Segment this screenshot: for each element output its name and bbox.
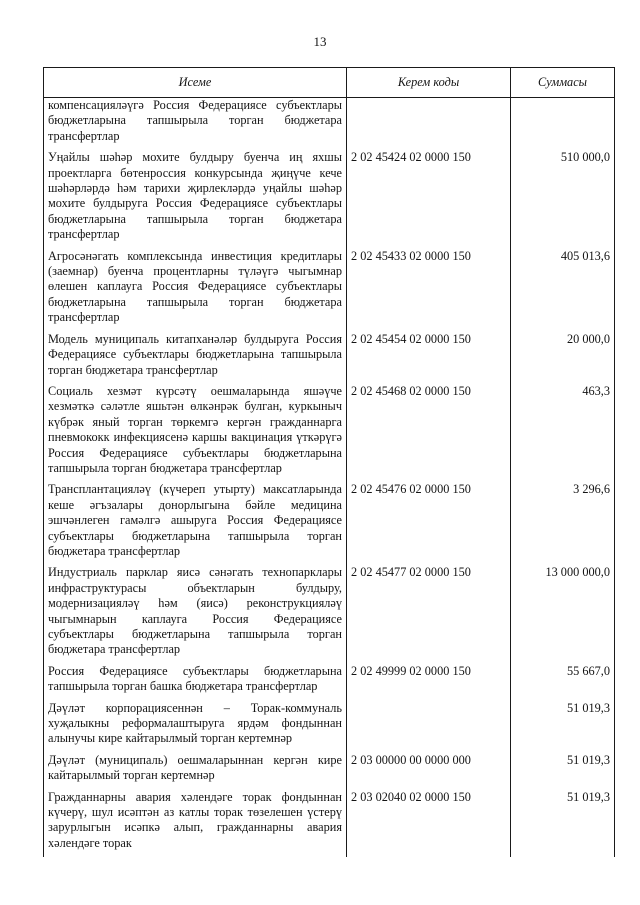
row-code [347,98,511,151]
row-name: Гражданнарны авария хәлендәге торак фондыннан күчерү, шул исәптән аз катлы торак төзелешен үстерү зарурлыгын исәпкә алып, гражданнарны авария хәлендәге торак [44,790,347,858]
row-sum: 405 013,6 [511,249,615,332]
row-name: Уңайлы шәһәр мохите булдыру буенча иң яхшы проектларга бөтенроссия конкурсында җиңүче кече шәһәрләрдә һәм тарихи җирлекләрдә уңайлы шәһәр мохите булдыруга Россия Федерациясе субъектлары бюджетларына тапшырыла торган бюджетара трансфертлар [44,150,347,248]
row-code: 2 02 45454 02 0000 150 [347,332,511,384]
row-name: компенсацияләүгә Россия Федерациясе субъектлары бюджетларына тапшырыла торган бюджетара трансфертлар [44,98,347,151]
page-number: 13 [313,34,327,49]
table-row [44,150,615,248]
row-sum: 3 296,6 [511,482,615,565]
row-code: 2 02 45477 02 0000 150 [347,565,511,663]
row-code: 2 02 45476 02 0000 150 [347,482,511,565]
table-row [44,332,615,384]
row-name: Трансплантацияләү (күчереп утырту) максатларында кеше әгъзалары донорлыгына бәйле медицина эшчәнлеген гамәлгә ашыруга Россия Федерациясе субъектлары бюджетларына тапшырыла торган бюджетара трансфертлар [44,482,347,565]
row-code [347,701,511,753]
header-name: Исеме [44,68,347,98]
row-name: Дәүләт корпорациясеннән – Торак-коммуналь хуҗалыкны реформалаштыруга ярдәм фондыннан алынучы кире кайтарылмый торган кертемнәр [44,701,347,753]
row-sum [511,98,615,151]
table-row [44,664,615,701]
row-sum: 51 019,3 [511,701,615,753]
row-code: 2 02 45433 02 0000 150 [347,249,511,332]
table-row [44,701,615,753]
row-sum: 20 000,0 [511,332,615,384]
table-row [44,482,615,565]
row-name: Модель муниципаль китапханәләр булдыруга Россия Федерациясе субъектлары бюджетларына тапшырыла торган бюджетара трансфертлар [44,332,347,384]
table-row [44,249,615,332]
header-code: Керем коды [347,68,511,98]
row-name: Социаль хезмәт күрсәтү оешмаларында яшәүче хезмәткә сәләтле яшьтән өлкәнрәк булган, куркыныч күбрәк яный торган төркемгә кергән гражданнарга пневмококк инфекциясенә каршы вакцинация үткәрүгә Россия Федерациясе субъектлары бюджетларына тапшырыла торган бюджетара трансфертлар [44,384,347,482]
table-row [44,565,615,663]
row-code: 2 03 00000 00 0000 000 [347,753,511,790]
row-code: 2 03 02040 02 0000 150 [347,790,511,858]
table-row [44,753,615,790]
table-row [44,384,615,482]
row-name: Индустриаль парклар яисә сәнәгать технопарклары инфраструктурасы объектларын булдыру, модернизацияләү һәм (яисә) реконструкцияләү чыгымнарын каплауга Россия Федерациясе субъектлары бюджетларына тапшырыла торган бюджетара трансфертлар [44,565,347,663]
row-sum: 51 019,3 [511,790,615,858]
header-sum: Суммасы [511,68,615,98]
budget-revenue-table [43,67,615,857]
row-sum: 51 019,3 [511,753,615,790]
row-sum: 55 667,0 [511,664,615,701]
row-code: 2 02 45468 02 0000 150 [347,384,511,482]
table-header-row [44,68,615,98]
row-sum: 13 000 000,0 [511,565,615,663]
row-code: 2 02 49999 02 0000 150 [347,664,511,701]
row-name: Дәүләт (муниципаль) оешмаларыннан кергән кире кайтарылмый торган кертемнәр [44,753,347,790]
row-code: 2 02 45424 02 0000 150 [347,150,511,248]
row-name: Агросәнәгать комплексында инвестиция кредитлары (заемнар) буенча процентларны түләүгә чыгымнар өлешен каплауга Россия Федерациясе субъектлары бюджетларына тапшырыла торган бюджетара трансфертлар [44,249,347,332]
row-name: Россия Федерациясе субъектлары бюджетларына тапшырыла торган башка бюджетара трансфертлар [44,664,347,701]
table-row [44,98,615,151]
table-row [44,790,615,858]
row-sum: 510 000,0 [511,150,615,248]
row-sum: 463,3 [511,384,615,482]
